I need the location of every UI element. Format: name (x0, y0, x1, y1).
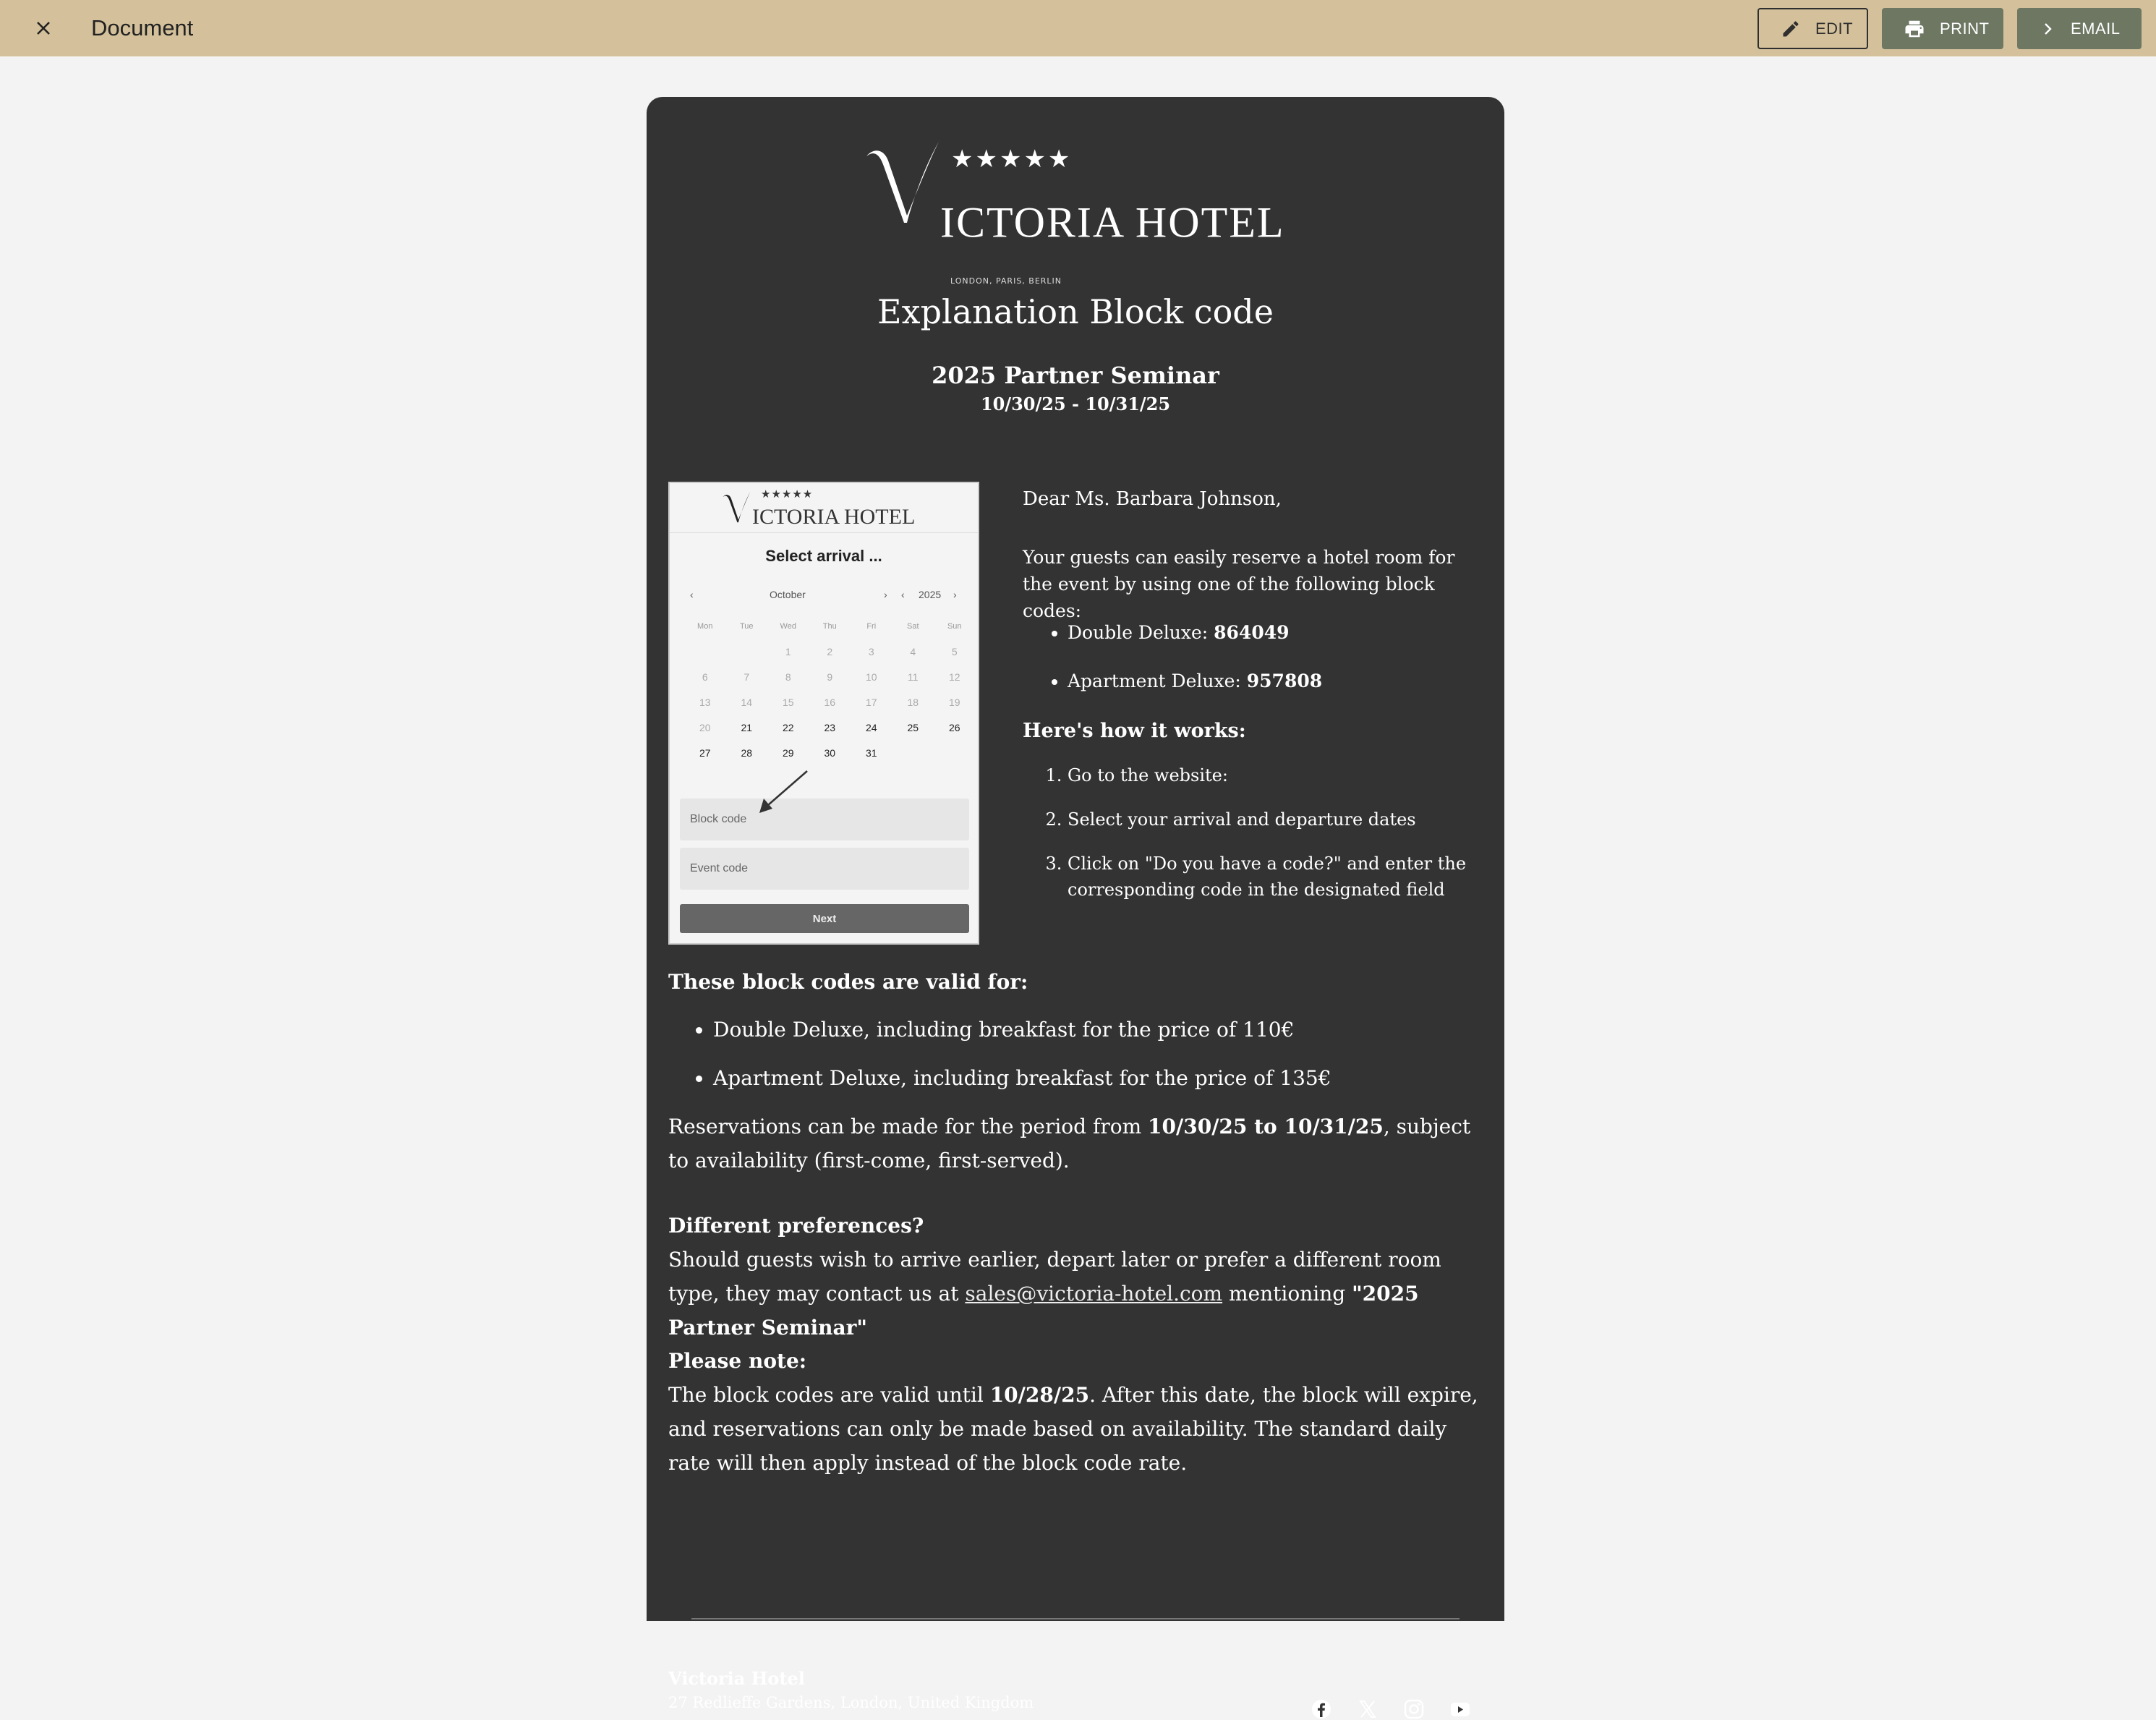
code-value: 864049 (1214, 622, 1290, 643)
calendar-day: 30 (824, 746, 836, 759)
code-label: Double Deluxe: (1068, 622, 1214, 643)
list-item: • Apartment Deluxe, including breakfast for the price of 135€ (713, 1061, 1493, 1095)
calendar-day: 14 (741, 696, 753, 708)
note-title: Please note: (668, 1349, 807, 1373)
reservation-period-text (668, 1110, 1493, 1178)
print-label: PRINT (1940, 19, 1990, 38)
logo-v-mark (864, 137, 943, 228)
calendar-day: 11 (907, 670, 919, 683)
calendar-day: 5 (951, 645, 958, 657)
footer-divider (691, 1618, 1460, 1619)
mockup-next-month: › (884, 589, 887, 600)
calendar-day: 9 (827, 670, 833, 683)
mockup-divider (670, 532, 978, 533)
calendar-day: 2 (827, 645, 833, 657)
edit-label: EDIT (1815, 19, 1854, 38)
logo-stars: ★★★★★ (951, 145, 1073, 174)
code-value: 957808 (1246, 670, 1323, 691)
document-title: Explanation Block code (877, 292, 1274, 331)
calendar-day: 27 (699, 746, 711, 759)
list-item (1068, 619, 1486, 646)
period-text: , subject to availability (first-come, first-served). (668, 1115, 1471, 1172)
facebook-icon[interactable] (1311, 1698, 1332, 1720)
calendar-day: 26 (948, 721, 960, 733)
preferences-text-part: Should guests wish to arrive earlier, depart later or prefer a different room type, they may contact us at (668, 1248, 1441, 1306)
event-name: 2025 Partner Seminar (932, 362, 1219, 389)
calendar-day: 17 (865, 696, 877, 708)
calendar-week (684, 664, 976, 689)
calendar-day: 1 (785, 645, 791, 657)
calendar-day: 23 (824, 721, 836, 733)
mockup-next-button: Next (680, 904, 969, 933)
note-date: 10/28/25 (989, 1383, 1090, 1407)
document-preview (647, 97, 1504, 1711)
validity-list (668, 1013, 1493, 1110)
youtube-icon[interactable] (1449, 1698, 1471, 1720)
instagram-icon[interactable] (1403, 1698, 1425, 1720)
event-quote: "2025 Partner Seminar" (668, 1282, 1419, 1340)
validity-title: These block codes are valid for: (668, 970, 1028, 994)
chevron-right-icon (2039, 20, 2056, 38)
logo-name: ICTORIA HOTEL (940, 198, 1285, 247)
calendar-day: 13 (699, 696, 711, 708)
calendar-day: 10 (865, 670, 877, 683)
arrow-icon (757, 770, 809, 814)
preferences-text-part: mentioning (1222, 1282, 1352, 1306)
calendar-day: 22 (782, 721, 794, 733)
mockup-prev-month: ‹ (690, 589, 694, 600)
list-item: 3. Click on "Do you have a code?" and enter the corresponding code in the designated field (1068, 851, 1486, 903)
edit-button[interactable] (1757, 8, 1868, 49)
email-button[interactable] (2017, 8, 2142, 49)
calendar-day: 3 (868, 645, 874, 657)
note-text (668, 1378, 1493, 1480)
calendar-weekday-row (684, 613, 976, 639)
footer-hotel-name: Victoria Hotel (668, 1668, 805, 1689)
weekday: Fri (866, 621, 877, 631)
printer-icon (1904, 18, 1925, 40)
email-label: EMAIL (2071, 19, 2121, 38)
mockup-calendar (684, 613, 976, 765)
booking-mockup-image (668, 482, 979, 945)
preferences-text (668, 1243, 1493, 1345)
close-button[interactable] (29, 14, 58, 43)
calendar-day: 18 (907, 696, 919, 708)
calendar-week (684, 689, 976, 715)
calendar-day: 15 (782, 696, 794, 708)
calendar-day: 25 (907, 721, 919, 733)
close-icon (35, 20, 52, 37)
top-bar (0, 0, 2156, 56)
footer-address: 27 Redlieffe Gardens, London, United Kingdom (668, 1694, 1034, 1711)
calendar-day: 24 (865, 721, 877, 733)
list-item: 2. Select your arrival and departure dates (1068, 806, 1486, 833)
list-item (1068, 668, 1486, 694)
calendar-week (684, 740, 976, 765)
hotel-logo (864, 137, 1298, 286)
period-text: Reservations can be made for the period from (668, 1115, 1149, 1138)
mockup-block-code-field: Block code (680, 799, 969, 840)
mockup-month: October (770, 589, 806, 600)
mockup-stars: ★★★★★ (761, 488, 814, 501)
list-item: 1. Go to the website: (1068, 762, 1486, 788)
calendar-day: 29 (782, 746, 794, 759)
list-item: • Double Deluxe, including breakfast for the price of 110€ (713, 1013, 1493, 1047)
calendar-day: 7 (743, 670, 750, 683)
print-button[interactable] (1882, 8, 2003, 49)
letter-greeting: Dear Ms. Barbara Johnson, (1023, 488, 1282, 510)
how-it-works-title: Here's how it works: (1023, 720, 1246, 742)
preferences-title: Different preferences? (668, 1214, 924, 1238)
calendar-day: 28 (741, 746, 753, 759)
calendar-day: 6 (702, 670, 708, 683)
pencil-icon (1781, 19, 1801, 39)
sales-email-link[interactable]: sales@victoria-hotel.com (965, 1282, 1223, 1306)
mockup-logo-name: ICTORIA HOTEL (752, 505, 916, 529)
mockup-select-label: Select arrival ... (765, 547, 882, 565)
logo-locations: LONDON, PARIS, BERLIN (950, 276, 1062, 286)
steps-list (1023, 762, 1486, 921)
code-label: Apartment Deluxe: (1068, 670, 1247, 691)
calendar-day: 12 (948, 670, 960, 683)
letter-intro: Your guests can easily reserve a hotel room for the event by using one of the following block codes: (1023, 547, 1455, 621)
calendar-week (684, 639, 976, 664)
calendar-day: 21 (741, 721, 753, 733)
period-dates: 10/30/25 to 10/31/25 (1148, 1115, 1384, 1138)
weekday: Sat (906, 621, 919, 631)
mockup-logo (722, 486, 939, 531)
mockup-event-code-field: Event code (680, 848, 969, 890)
x-icon[interactable] (1357, 1698, 1379, 1720)
weekday: Tue (739, 621, 754, 631)
weekday: Sun (947, 621, 962, 631)
calendar-day: 20 (699, 721, 711, 733)
weekday: Thu (822, 621, 837, 631)
window-title: Document (91, 15, 194, 41)
weekday: Mon (697, 621, 713, 631)
calendar-day: 8 (785, 670, 791, 683)
note-text-part: . After this date, the block will expire, and reservations can only be made based on availability. The standard daily rate will then apply instead of the block code rate. (668, 1383, 1478, 1475)
block-code-list (1023, 619, 1486, 716)
calendar-day: 19 (948, 696, 960, 708)
mockup-logo-v-mark (722, 486, 752, 528)
weekday: Wed (780, 621, 796, 631)
calendar-week (684, 715, 976, 740)
note-text-part: The block codes are valid until (668, 1383, 990, 1407)
mockup-next-year: › (953, 589, 957, 600)
mockup-year: 2025 (919, 589, 942, 600)
event-dates: 10/30/25 - 10/31/25 (980, 393, 1171, 414)
mockup-prev-year: ‹ (901, 589, 905, 600)
calendar-day: 16 (824, 696, 836, 708)
calendar-day: 4 (910, 645, 916, 657)
calendar-day: 31 (865, 746, 877, 759)
